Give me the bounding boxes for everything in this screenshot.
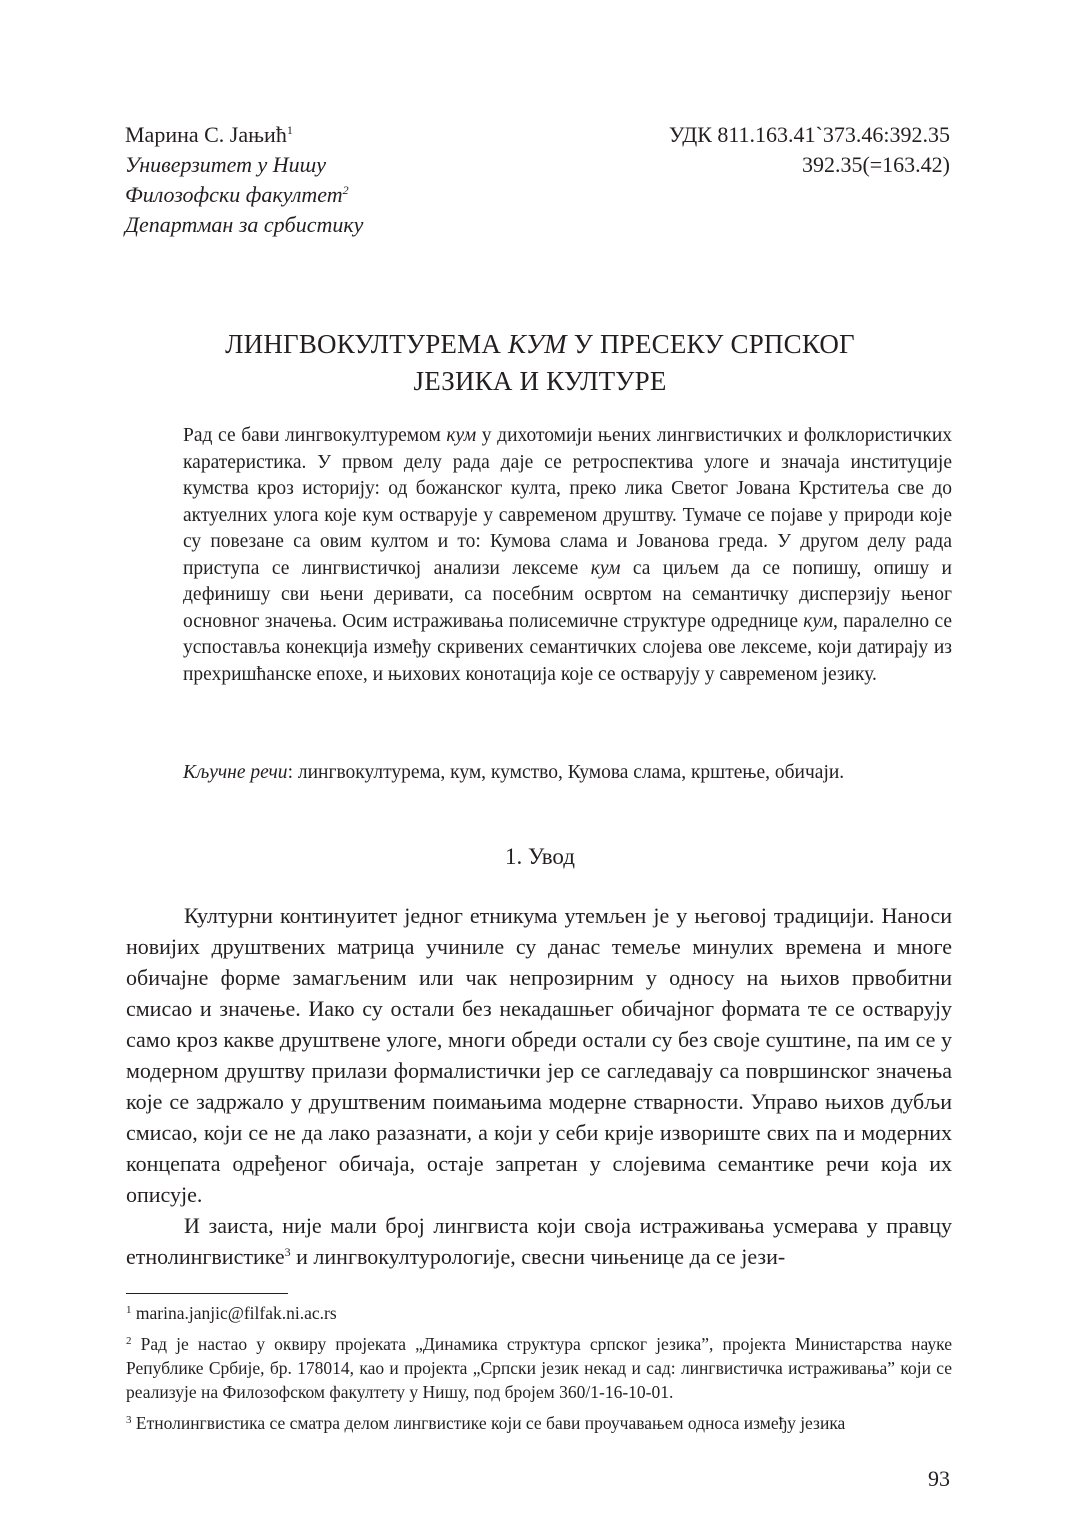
footnote: $^2$ Рад је настао у оквиру пројеката „Динамика структура српског језика”, пројекта Министарства науке Републике Србије, бр. 178014, као и пројекта „Српски језик некад и сад: лингвистичка истраживања” који се реализује на Филозофском факултету у Нишу, под бројем 360/1-16-10-01. [126,1334,952,1402]
title-line: ЛИНГВОКУЛТУРЕМА КУМ У ПРЕСЕКУ СРПСКОГ [225,329,855,359]
footnote-divider [126,1293,288,1294]
udk-line: УДК 811.163.41`373.46:392.35 [668,122,950,147]
body-paragraph: И заиста, није мали број лингвиста који своја истраживања усмерава у правцу етнолингвистике$^3$ и лингвокултурологије, свесни чињенице да се јези- [126,1213,952,1269]
footnote-ref: 1 [286,123,293,137]
footnote: $^3$ Етнолингвистика се сматра делом лингвистике који се бави проучавањем односа између језика [126,1413,846,1433]
keywords [183,760,952,787]
author-faculty: Филозофски факултет$^2$ [125,182,349,207]
section-heading: 1. Увод [505,844,575,869]
keywords-label: Кључне речи [183,762,288,783]
body-paragraph: Културни континуитет једног етникума утемљен је у његовој традицији. Наноси новијих друштвених матрица учиниле су данас темеље минулих времена и многе обичајне форме замагљеним или чак непрозирним у односу на њихов првобитни смисао и значење. Иако су остали без некадашњег обичајног формата те се остварују само кроз какве друштвене улоге, многи обреди остали су без своје суштине, па им се у модерном друштву прилази формалистички јер се сагледавају са површинског значења које се задржало у друштвеним поимањима модерне стварности. Управо њихов дубљи смисао, који се не да лако разазнати, а који у себи крије извориште свих па и модерних концепата одређеног обичаја, остаје запретан у слојевима семантике речи која их описује. [126,903,952,1207]
author-institution: Универзитет у Нишу [125,152,327,177]
author-name: Марина С. Јањић$^1$ [125,122,293,147]
footnote-ref: 3 [284,1245,291,1259]
keywords-list: : лингвокултурема, кум, кумство, Кумова слама, крштење, обичаји. [287,762,845,783]
author-block [125,120,363,240]
udk-block [669,120,950,180]
body-text [126,900,952,1272]
title-line: ЈЕЗИКА И КУЛТУРЕ [413,366,667,396]
page-number: 93 [928,1466,950,1491]
udk-line: 392.35(=163.42) [801,152,950,177]
footnote: $^1$ marina.janjic@filfak.ni.ac.rs [126,1303,337,1323]
author-department: Департман за србистику [125,212,364,237]
footnote-ref: 2 [342,183,349,197]
footnotes [126,1301,952,1442]
paper-title [125,326,955,400]
abstract [183,423,952,688]
abstract-text: Рад се бави лингвокултуремом кум у дихотомији њених лингвистичких и фолклористичких каратеристика. У првом делу рада даје се ретроспектива улоге и значаја институције кумства кроз историју: од божанског култа, преко лика Светог Јована Крститеља све до актуелних улога које кум остварује у савременом друштву. Тумаче се појаве у природи које су повезане са овим култом и то: Кумова слама и Јованова греда. У другом делу рада приступа се лингвистичкој анализи лексеме кум са циљем да се попишу, опишу и дефинишу сви њени деривати, са посебним освртом на семантичку дисперзију њеног основног значења. Осим истраживања полисемичне структуре одреднице кум, паралелно се успоставља конекција између скривених семантичких слојева ове лексеме, који датирају из прехришћанске епохе, и њихових конотација које се остварују у савременом језику. [183,425,953,685]
